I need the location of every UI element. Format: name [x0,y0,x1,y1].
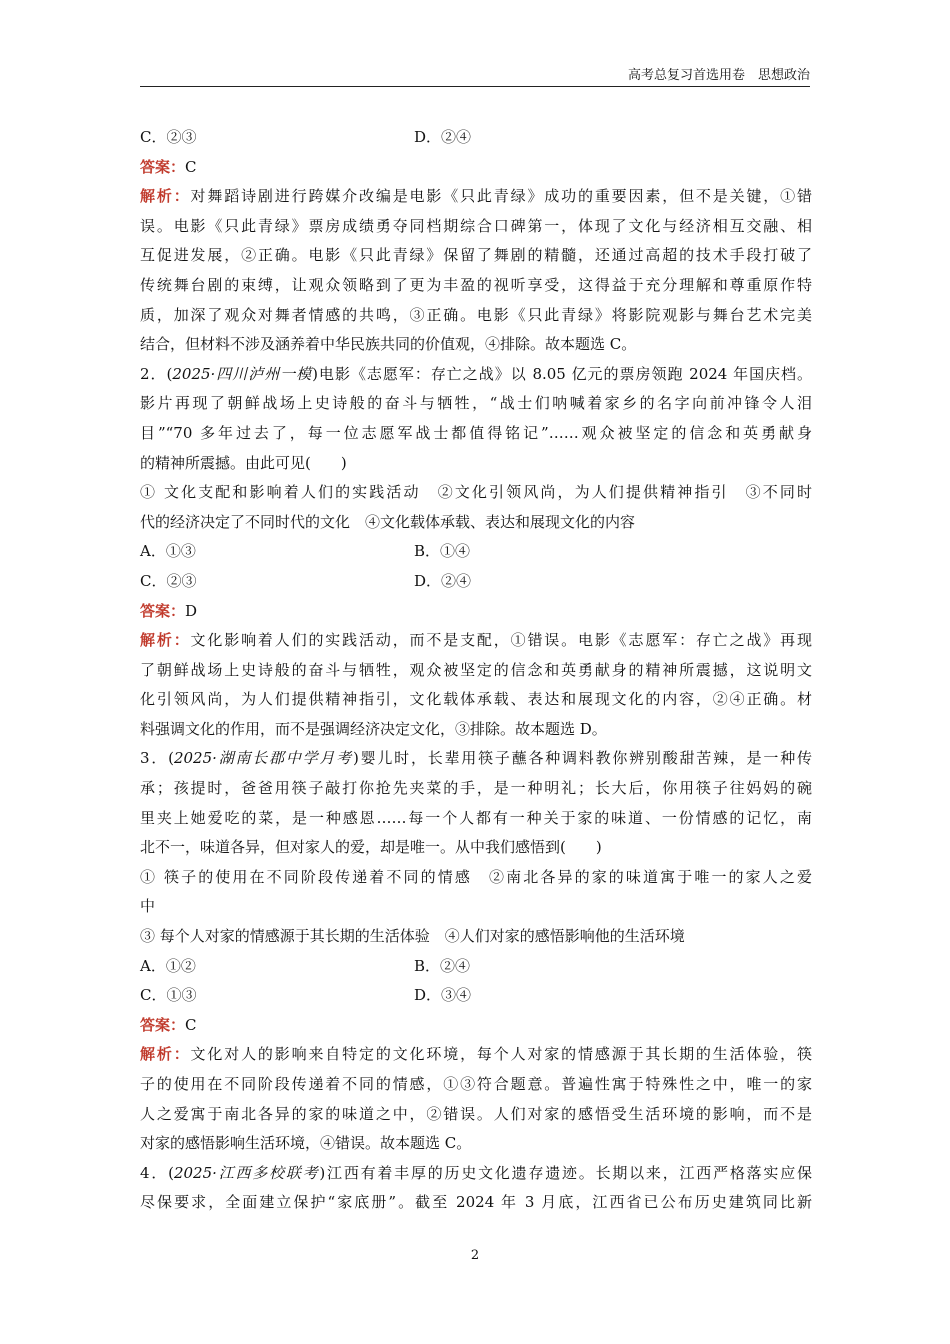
page-number: 2 [470,1248,480,1263]
q4-source: 2025·江西多校联考 [173,1163,320,1182]
q2-statement-line: 代的经济决定了不同时代的文化 ④文化载体承载、表达和展现文化的内容 [140,512,636,531]
q3-statement-line: ① 筷子的使用在不同阶段传递着不同的情感 ②南北各异的家的味道寓于唯一的家人之爱 [140,867,812,886]
q3-options-row [140,952,812,982]
q1-analysis-line: 解析：对舞蹈诗剧进行跨媒介改编是电影《只此青绿》成功的重要因素，但不是关键，①错 [140,187,812,206]
q2-stem-line: 影片再现了朝鲜战场上史诗般的奋斗与牺牲，“战士们呐喊着家乡的名字向前冲锋令人泪 [140,394,812,413]
q2-source: 2025·四川泸州一模 [172,364,313,383]
q2-options-row [140,537,812,567]
q1-analysis-line: 互促进发展，②正确。电影《只此青绿》保留了舞剧的精髓，还通过高超的技术手段打破了 [140,246,812,265]
q2-options-row [140,567,812,597]
q4-stem-line: 4．(2025·江西多校联考)江西有着丰厚的历史文化遗存遗迹。长期以来，江西严格落实应保 [140,1163,812,1182]
page-content [140,123,812,1218]
q1-answer [140,153,812,183]
q2-analysis-line: 料强调文化的作用，而不是强调经济决定文化，③排除。故本题选 D。 [140,719,607,738]
q2-option-d: D．②④ [414,571,472,590]
q3-stem-line: 里夹上她爱吃的菜，是一种感恩……每一个人都有一种关于家的味道、一份情感的记忆，南 [140,808,812,827]
q2-stem-line: 的精神所震撼。由此可见( ) [140,453,347,472]
q2-stem-line: 目”“70 多年过去了，每一位志愿军战士都值得铭记”……观众被坚定的信念和英勇献身 [140,423,812,442]
q1-options-row [140,123,812,153]
q1-analysis-line: 结合，但材料不涉及涵养着中华民族共同的价值观，④排除。故本题选 C。 [140,335,637,354]
q1-answer-value: C [185,157,197,176]
q3-options-row [140,981,812,1011]
q3-analysis-line: 对家的感悟影响生活环境，④错误。故本题选 C。 [140,1134,472,1153]
q3-analysis-line: 人之爱寓于南北各异的家的味道之中，②错误。人们对家的感悟受生活环境的影响，而不是 [140,1104,812,1123]
q3-stem-line: 承；孩提时，爸爸用筷子敲打你抢先夹菜的手，是一种明礼；长大后，你用筷子往妈妈的碗 [140,779,812,798]
q2-statement-line: ① 文化支配和影响着人们的实践活动 ②文化引领风尚，为人们提供精神指引 ③不同时 [140,483,812,502]
answer-label: 答案： [140,157,186,176]
q2-analysis-line: 解析：文化影响着人们的实践活动，而不是支配，①错误。电影《志愿军：存亡之战》再现 [140,631,812,650]
analysis-label: 解析： [140,1045,191,1064]
q1-analysis-line: 误。电影《只此青绿》票房成绩勇夺同档期综合口碑第一，体现了文化与经济相互交融、相 [140,216,812,235]
q3-option-b: B．②④ [414,956,471,975]
q3-option-d: D．③④ [414,986,472,1005]
q2-analysis-line: 化引领风尚，为人们提供精神指引，文化载体承载、表达和展现文化的内容，②④正确。材 [140,690,812,709]
q3-statement-line: 中 [140,897,156,916]
q2-answer-value: D [185,601,198,620]
q3-answer [140,1011,812,1041]
q3-answer-value: C [185,1015,197,1034]
analysis-label: 解析： [140,631,191,650]
q3-option-c: C．①③ [140,986,197,1005]
q3-statement-line: ③ 每个人对家的情感源于其长期的生活体验 ④人们对家的感悟影响他的生活环境 [140,927,685,946]
q4-stem-line: 尽保要求，全面建立保护“家底册”。截至 2024 年 3 月底，江西省已公布历史建筑同比新 [140,1193,812,1212]
q2-option-c: C．②③ [140,571,197,590]
q3-analysis-line: 解析：文化对人的影响来自特定的文化环境，每个人对家的情感源于其长期的生活体验，筷 [140,1045,812,1064]
answer-label: 答案： [140,1015,186,1034]
q3-option-a: A．①② [140,956,196,975]
analysis-label: 解析： [140,187,191,206]
q3-analysis-line: 子的使用在不同阶段传递着不同的情感，①③符合题意。普遍性寓于特殊性之中，唯一的家 [140,1075,812,1093]
q3-stem-line: 3．(2025·湖南长郡中学月考)婴儿时，长辈用筷子蘸各种调料教你辨别酸甜苦辣，是一种传 [140,749,812,768]
q2-analysis-line: 了朝鲜战场上史诗般的奋斗与牺牲，观众被坚定的信念和英勇献身的精神所震撼，这说明文 [140,660,812,679]
q2-option-a: A．①③ [140,542,196,561]
q2-option-b: B．①④ [414,542,471,561]
q3-source: 2025·湖南长郡中学月考 [173,749,353,768]
q1-option-c: C．②③ [140,128,197,146]
answer-label: 答案： [140,601,186,620]
q1-analysis-line: 传统舞台剧的束缚，让观众领略到了更为丰盈的视听享受，这得益于充分理解和尊重原作特 [140,275,812,294]
q1-option-d: D．②④ [414,128,472,146]
q2-answer [140,597,812,627]
q3-stem-line: 北不一，味道各异，但对家人的爱，却是唯一。从中我们感悟到( ) [140,838,602,857]
q1-analysis-line: 质，加深了观众对舞者情感的共鸣，③正确。电影《只此青绿》将影院观影与舞台艺术完美 [140,305,812,324]
q2-stem-line: 2．(2025·四川泸州一模)电影《志愿军：存亡之战》以 8.05 亿元的票房领跑 2024 年国庆档。 [140,364,812,383]
running-header: 高考总复习首选用卷 思想政治 [140,66,810,87]
